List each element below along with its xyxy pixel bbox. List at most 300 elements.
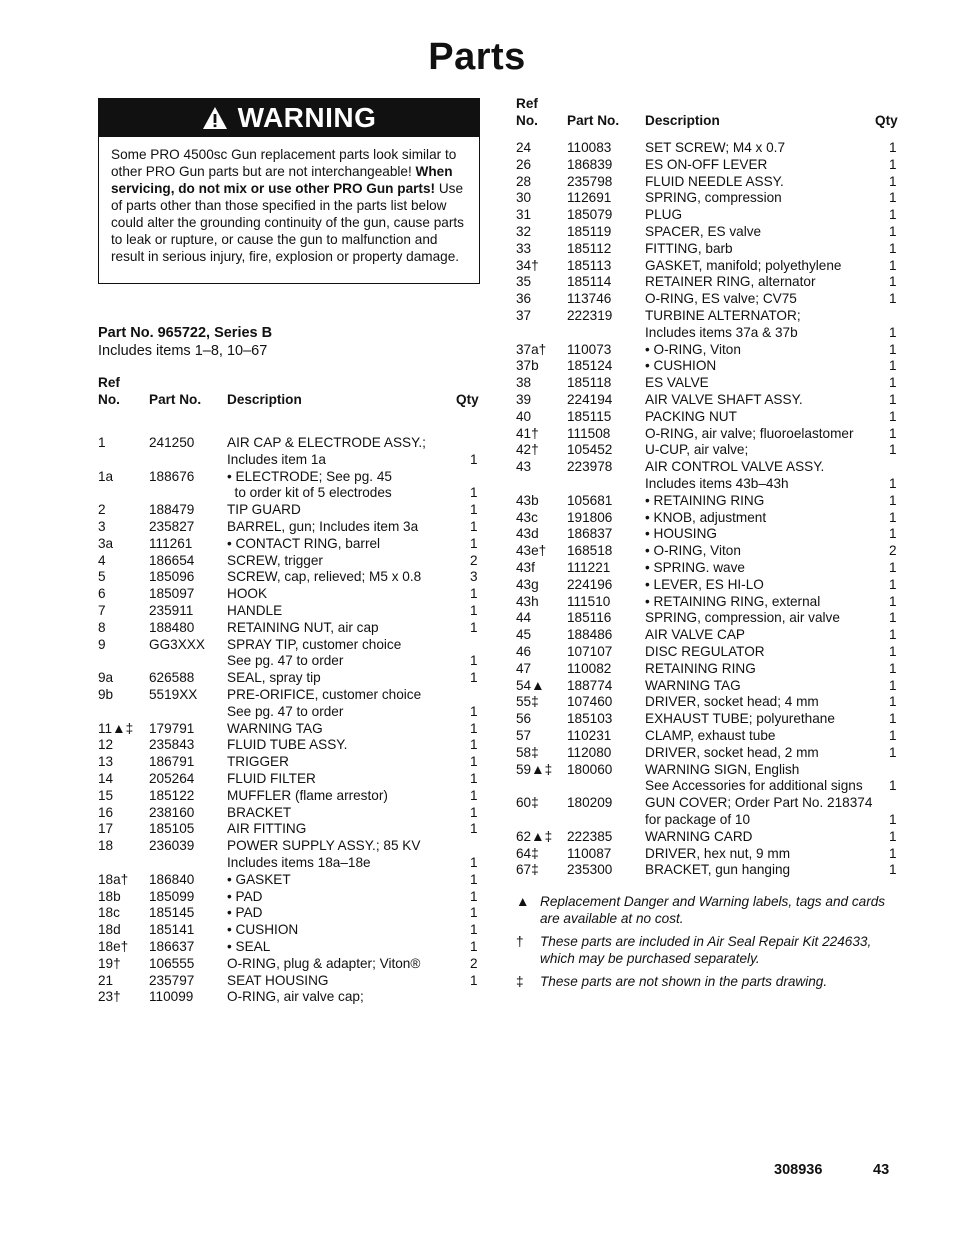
description-cell: GUN COVER; Order Part No. 218374: [645, 795, 873, 811]
ref-cell: 4: [98, 552, 106, 568]
table-row: [98, 652, 480, 669]
qty-cell: 1: [470, 737, 478, 753]
table-row: [98, 770, 480, 787]
part-number-cell: 111261: [149, 535, 193, 551]
qty-cell: 1: [470, 586, 478, 602]
description-cell: SPACER, ES valve: [645, 224, 762, 239]
table-row: [516, 240, 898, 257]
part-number-cell: 185096: [149, 569, 195, 585]
qty-cell: 1: [889, 828, 897, 844]
table-row: [516, 391, 898, 408]
ref-cell: 17: [98, 821, 114, 837]
description-cell: • SPRING. wave: [645, 560, 745, 575]
table-row: [516, 861, 898, 878]
part-number-cell: 110073: [567, 341, 612, 357]
description-cell: • PAD: [227, 888, 263, 904]
ref-cell: 11▲‡: [98, 720, 134, 736]
description-cell: • RETAINING RING, external: [645, 593, 821, 609]
part-number-cell: 222385: [567, 828, 613, 844]
ref-cell: 26: [516, 156, 532, 172]
page-title: Parts: [428, 36, 526, 78]
description-cell: • O-RING, Viton: [645, 543, 741, 559]
ref-cell: 41†: [516, 425, 539, 441]
qty-cell: 1: [470, 535, 478, 551]
description-cell: FLUID TUBE ASSY.: [227, 737, 348, 753]
description-cell: Includes items 18a–18e: [227, 855, 371, 870]
part-number-cell: 223978: [567, 459, 613, 475]
description-cell: RETAINER RING, alternator: [645, 274, 816, 290]
description-cell: CLAMP, exhaust tube: [645, 728, 776, 743]
description-cell: See Accessories for additional signs: [645, 778, 863, 794]
description-cell: Includes items 43b–43h: [645, 476, 789, 491]
qty-cell: 2: [889, 543, 897, 559]
part-number-cell: 185118: [567, 375, 612, 391]
ref-cell: 34†: [516, 257, 539, 273]
column-header-description: Description: [227, 392, 302, 407]
description-cell: BARREL, gun; Includes item 3a: [227, 519, 419, 534]
footnote-symbol: †: [516, 934, 524, 949]
part-includes: Includes items 1–8, 10–67: [98, 343, 268, 359]
qty-cell: 1: [889, 728, 897, 743]
description-cell: SPRAY TIP, customer choice: [227, 636, 402, 652]
qty-cell: 1: [889, 509, 897, 525]
description-cell: • HOUSING: [645, 526, 717, 542]
part-number-cell: 185122: [149, 787, 195, 803]
ref-cell: 43b: [516, 492, 539, 508]
description-cell: SPRING, compression: [645, 190, 782, 206]
ref-cell: 54▲: [516, 677, 545, 693]
table-row: [98, 636, 480, 653]
part-number-cell: 113746: [567, 291, 612, 307]
qty-cell: 1: [889, 341, 897, 357]
ref-cell: 42†: [516, 442, 539, 458]
ref-cell: 58‡: [516, 744, 539, 760]
qty-cell: 1: [470, 519, 478, 534]
table-row: [98, 921, 480, 938]
ref-cell: 1a: [98, 468, 114, 484]
ref-cell: 43d: [516, 526, 539, 542]
description-cell: BRACKET: [227, 804, 292, 820]
ref-cell: 24: [516, 140, 532, 155]
qty-cell: 1: [889, 190, 897, 206]
qty-cell: 1: [889, 862, 897, 878]
table-row: [516, 744, 898, 761]
description-cell: TRIGGER: [227, 754, 289, 770]
part-number-cell: 185103: [567, 711, 613, 727]
part-number-cell: 185099: [149, 888, 195, 904]
description-cell: DRIVER, socket head; 4 mm: [645, 694, 819, 710]
qty-cell: 1: [889, 257, 897, 273]
description-cell: WARNING CARD: [645, 828, 753, 844]
description-cell: • O-RING, Viton: [645, 341, 741, 357]
part-number-cell: 105681: [567, 492, 613, 508]
description-cell: AIR CAP & ELECTRODE ASSY.;: [227, 435, 426, 450]
part-number-cell: 188480: [149, 619, 195, 635]
part-number-cell: 235843: [149, 737, 195, 753]
qty-cell: 1: [889, 240, 897, 256]
table-row: [98, 804, 480, 821]
warning-text-1: Some PRO 4500sc Gun replacement parts look similar to other PRO Gun parts but are not interchangeable!: [111, 147, 457, 179]
part-number-cell: 235798: [567, 173, 613, 189]
footnote-text: These parts are included in Air Seal Repair Kit 224633, which may be purchased separately.: [540, 934, 872, 966]
table-row: [98, 955, 480, 972]
table-row: [516, 139, 898, 156]
ref-cell: 16: [98, 804, 114, 820]
table-row: [516, 761, 898, 778]
description-cell: SEAL, spray tip: [227, 670, 321, 686]
part-number-cell: 179791: [149, 720, 195, 736]
part-number-cell: 185079: [567, 207, 613, 223]
ref-cell: 30: [516, 190, 532, 206]
part-number-cell: 188479: [149, 502, 195, 518]
table-row: [98, 619, 480, 636]
description-cell: AIR FITTING: [227, 821, 307, 837]
part-number-cell: 110231: [567, 728, 612, 743]
ref-cell: 6: [98, 586, 106, 602]
ref-cell: 59▲‡: [516, 761, 553, 777]
part-number-cell: 110082: [567, 660, 612, 676]
part-number-cell: 105452: [567, 442, 613, 458]
part-number-cell: 111510: [567, 593, 611, 609]
description-cell: SET SCREW; M4 x 0.7: [645, 140, 786, 155]
description-cell: • ELECTRODE; See pg. 45: [227, 468, 392, 484]
footnote: [516, 893, 906, 927]
part-number-cell: 241250: [149, 435, 195, 450]
qty-cell: 1: [889, 778, 897, 794]
qty-cell: 1: [889, 694, 897, 710]
part-number-cell: 235300: [567, 862, 613, 878]
ref-cell: 23†: [98, 989, 121, 1005]
table-row: [98, 585, 480, 602]
description-cell: DISC REGULATOR: [645, 644, 765, 659]
ref-cell: 14: [98, 771, 114, 786]
description-cell: • LEVER, ES HI-LO: [645, 576, 764, 592]
document-number: 308936: [774, 1162, 823, 1178]
table-row: [98, 434, 480, 451]
table-row: [516, 576, 898, 593]
description-cell: • CUSHION: [645, 358, 717, 374]
table-row: [516, 408, 898, 425]
table-row: [516, 811, 898, 828]
description-cell: HANDLE: [227, 603, 283, 618]
qty-cell: 1: [889, 207, 897, 223]
part-number-cell: 186839: [567, 156, 613, 172]
ref-cell: 15: [98, 787, 114, 803]
qty-cell: 1: [470, 771, 478, 786]
warning-text-2: Use of parts other than those specified in the parts list below could alter the grounding continuity of the gun, cause parts to leak or rupture, or cause the gun to malfunction and result in serious injury, fire, explosion or property damage.: [111, 181, 464, 264]
part-number-cell: 224196: [567, 576, 613, 592]
ref-cell: 12: [98, 737, 114, 753]
description-cell: O-RING, ES valve; CV75: [645, 291, 797, 307]
ref-cell: 35: [516, 274, 532, 290]
part-number-cell: 186654: [149, 552, 195, 568]
footnotes: [516, 893, 906, 996]
table-row: [516, 189, 898, 206]
part-number-cell: 106555: [149, 955, 195, 971]
part-number-cell: 168518: [567, 543, 613, 559]
description-cell: MUFFLER (flame arrestor): [227, 787, 388, 803]
part-number-cell: 185116: [567, 610, 612, 626]
description-cell: WARNING TAG: [227, 720, 323, 736]
description-cell: PRE-ORIFICE, customer choice: [227, 687, 422, 702]
footnote: [516, 973, 906, 990]
ref-cell: 40: [516, 408, 532, 424]
description-cell: SCREW, trigger: [227, 552, 323, 568]
description-cell: DRIVER, socket head, 2 mm: [645, 744, 819, 760]
table-row: [516, 357, 898, 374]
ref-cell: 64‡: [516, 845, 539, 861]
table-row: [516, 693, 898, 710]
description-cell: U-CUP, air valve;: [645, 442, 749, 458]
description-cell: SEAT HOUSING: [227, 972, 329, 988]
ref-cell: 47: [516, 660, 532, 676]
qty-cell: 1: [470, 703, 478, 719]
warning-box: [98, 98, 480, 284]
qty-cell: 1: [470, 619, 478, 635]
qty-cell: 1: [889, 425, 897, 441]
table-row: [516, 626, 898, 643]
ref-cell: 18d: [98, 922, 121, 938]
qty-cell: 1: [470, 787, 478, 803]
part-number-cell: 222319: [567, 308, 613, 323]
qty-cell: 1: [470, 720, 478, 736]
qty-cell: 1: [889, 677, 897, 693]
ref-cell: 19†: [98, 955, 121, 971]
qty-cell: 1: [470, 653, 478, 669]
ref-cell: 38: [516, 375, 532, 391]
qty-cell: 1: [470, 972, 478, 988]
table-row: [98, 871, 480, 888]
description-cell: BRACKET, gun hanging: [645, 862, 791, 878]
description-cell: See pg. 47 to order: [227, 653, 344, 669]
ref-cell: 56: [516, 711, 532, 727]
part-number-cell: 185097: [149, 586, 195, 602]
ref-cell: 18: [98, 838, 114, 854]
ref-cell: 18b: [98, 888, 121, 904]
table-row: [98, 753, 480, 770]
table-row: [98, 938, 480, 955]
description-cell: • GASKET: [227, 871, 291, 887]
warning-triangle-icon: [202, 106, 228, 130]
qty-cell: 1: [470, 939, 478, 954]
part-number-cell: 180209: [567, 795, 613, 811]
ref-cell: 67‡: [516, 862, 539, 878]
table-row: [98, 837, 480, 854]
description-cell: ES VALVE: [645, 375, 709, 391]
ref-cell: 62▲‡: [516, 828, 553, 844]
part-number-cell: 235827: [149, 519, 195, 534]
table-row: [516, 441, 898, 458]
qty-cell: 1: [889, 610, 897, 626]
table-row: [98, 686, 480, 703]
ref-cell: 44: [516, 610, 532, 626]
table-row: [516, 609, 898, 626]
column-header-ref: [516, 95, 538, 129]
table-row: [98, 972, 480, 989]
qty-cell: 1: [889, 324, 897, 340]
description-cell: AIR VALVE SHAFT ASSY.: [645, 392, 803, 407]
qty-cell: 1: [470, 502, 478, 518]
qty-cell: 1: [889, 560, 897, 575]
description-cell: HOOK: [227, 586, 268, 602]
qty-cell: 1: [470, 905, 478, 921]
part-number-cell: 186837: [567, 526, 613, 542]
qty-cell: 1: [889, 526, 897, 542]
ref-cell: 3a: [98, 535, 114, 551]
part-number-cell: 626588: [149, 670, 195, 686]
description-cell: O-RING, plug & adapter; Viton®: [227, 955, 421, 971]
footnote-text: These parts are not shown in the parts drawing.: [540, 974, 828, 989]
qty-cell: 1: [889, 593, 897, 609]
table-row: [98, 888, 480, 905]
qty-cell: 1: [889, 711, 897, 727]
part-number-cell: 235911: [149, 603, 194, 618]
footnote: [516, 933, 906, 967]
table-row: [516, 677, 898, 694]
footnote-symbol: ▲: [516, 894, 530, 909]
table-row: [516, 643, 898, 660]
column-header-ref: [98, 374, 120, 408]
qty-cell: 1: [470, 670, 478, 686]
ref-cell: 43: [516, 459, 532, 475]
qty-cell: 1: [470, 888, 478, 904]
table-row: [516, 845, 898, 862]
description-cell: WARNING TAG: [645, 677, 741, 693]
column-header-qty: Qty: [456, 392, 479, 407]
description-cell: O-RING, air valve cap;: [227, 989, 364, 1005]
qty-cell: 1: [889, 442, 897, 458]
table-row: [98, 988, 480, 1005]
ref-cell: 3: [98, 519, 106, 534]
description-cell: SPRING, compression, air valve: [645, 610, 840, 626]
description-cell: • SEAL: [227, 939, 271, 954]
table-row: [98, 501, 480, 518]
part-number-cell: 185115: [567, 408, 612, 424]
qty-cell: 1: [889, 845, 897, 861]
ref-cell: 32: [516, 224, 532, 239]
table-row: [516, 425, 898, 442]
description-cell: • RETAINING RING: [645, 492, 765, 508]
table-row: [98, 854, 480, 871]
ref-cell: 43c: [516, 509, 538, 525]
table-row: [98, 484, 480, 501]
description-cell: to order kit of 5 electrodes: [227, 485, 392, 501]
qty-cell: 3: [470, 569, 478, 585]
qty-cell: 1: [889, 812, 897, 827]
table-row: [516, 324, 898, 341]
qty-cell: 1: [889, 375, 897, 391]
part-number-cell: 224194: [567, 392, 613, 407]
table-row: [516, 290, 898, 307]
table-row: [516, 559, 898, 576]
part-number-cell: 186840: [149, 871, 195, 887]
ref-cell: 7: [98, 603, 106, 618]
table-row: [516, 458, 898, 475]
ref-cell: 13: [98, 754, 114, 770]
qty-cell: 1: [889, 392, 897, 407]
ref-cell: 37: [516, 308, 532, 323]
description-cell: TURBINE ALTERNATOR;: [645, 308, 801, 323]
part-number-cell: 185145: [149, 905, 195, 921]
part-number-cell: 112080: [567, 744, 612, 760]
table-row: [98, 451, 480, 468]
description-cell: PLUG: [645, 207, 683, 223]
ref-cell: 43f: [516, 560, 535, 575]
footnote-text: Replacement Danger and Warning labels, tags and cards are available at no cost.: [540, 894, 886, 926]
table-row: [516, 777, 898, 794]
qty-cell: 2: [470, 955, 478, 971]
qty-cell: 1: [470, 922, 478, 938]
table-row: [98, 535, 480, 552]
ref-cell: 9: [98, 636, 106, 652]
ref-cell: 1: [98, 435, 106, 450]
column-header-part-no: Part No.: [567, 113, 620, 128]
ref-cell: 21: [98, 972, 114, 988]
description-cell: • PAD: [227, 905, 263, 921]
description-cell: SCREW, cap, relieved; M5 x 0.8: [227, 569, 422, 585]
qty-cell: 1: [889, 660, 897, 676]
table-row: [516, 273, 898, 290]
description-cell: DRIVER, hex nut, 9 mm: [645, 845, 791, 861]
ref-cell: 55‡: [516, 694, 539, 710]
table-row: [98, 602, 480, 619]
description-cell: for package of 10: [645, 812, 751, 827]
qty-cell: 2: [470, 552, 478, 568]
ref-cell: 45: [516, 627, 532, 643]
ref-cell: 8: [98, 619, 106, 635]
part-number-cell: 112691: [567, 190, 612, 206]
qty-cell: 1: [889, 156, 897, 172]
warning-text-bold: When servicing, do not mix or use other PRO Gun parts!: [111, 164, 453, 196]
description-cell: Includes item 1a: [227, 451, 326, 467]
qty-cell: 1: [470, 754, 478, 770]
footnote-symbol: ‡: [516, 974, 524, 989]
part-number-cell: 185119: [567, 224, 612, 239]
part-number-cell: 188486: [567, 627, 613, 643]
part-number-cell: 191806: [567, 509, 613, 525]
part-number-cell: 185112: [567, 240, 612, 256]
part-number-cell: 235797: [149, 972, 195, 988]
description-cell: EXHAUST TUBE; polyurethane: [645, 711, 835, 727]
qty-cell: 1: [470, 804, 478, 820]
qty-cell: 1: [889, 173, 897, 189]
part-number-cell: 236039: [149, 838, 195, 854]
qty-cell: 1: [889, 274, 897, 290]
qty-cell: 1: [470, 451, 478, 467]
ref-cell: 46: [516, 644, 532, 659]
part-number-cell: 205264: [149, 771, 195, 786]
table-row: [516, 593, 898, 610]
part-heading: [98, 324, 272, 360]
table-row: [98, 552, 480, 569]
qty-cell: 1: [889, 408, 897, 424]
part-number-cell: 111508: [567, 425, 611, 441]
ref-cell: 33: [516, 240, 532, 256]
part-number-cell: 107460: [567, 694, 613, 710]
table-row: [516, 374, 898, 391]
ref-cell: 9a: [98, 670, 114, 686]
table-row: [516, 492, 898, 509]
warning-header: [99, 99, 479, 137]
column-header-ref-line2: No.: [516, 113, 538, 128]
ref-cell: 39: [516, 392, 532, 407]
part-number-cell: 110087: [567, 845, 612, 861]
ref-cell: 18e†: [98, 939, 129, 954]
table-row: [98, 468, 480, 485]
column-header-ref-line2: No.: [98, 392, 120, 407]
table-row: [98, 669, 480, 686]
page-number: 43: [873, 1162, 890, 1178]
